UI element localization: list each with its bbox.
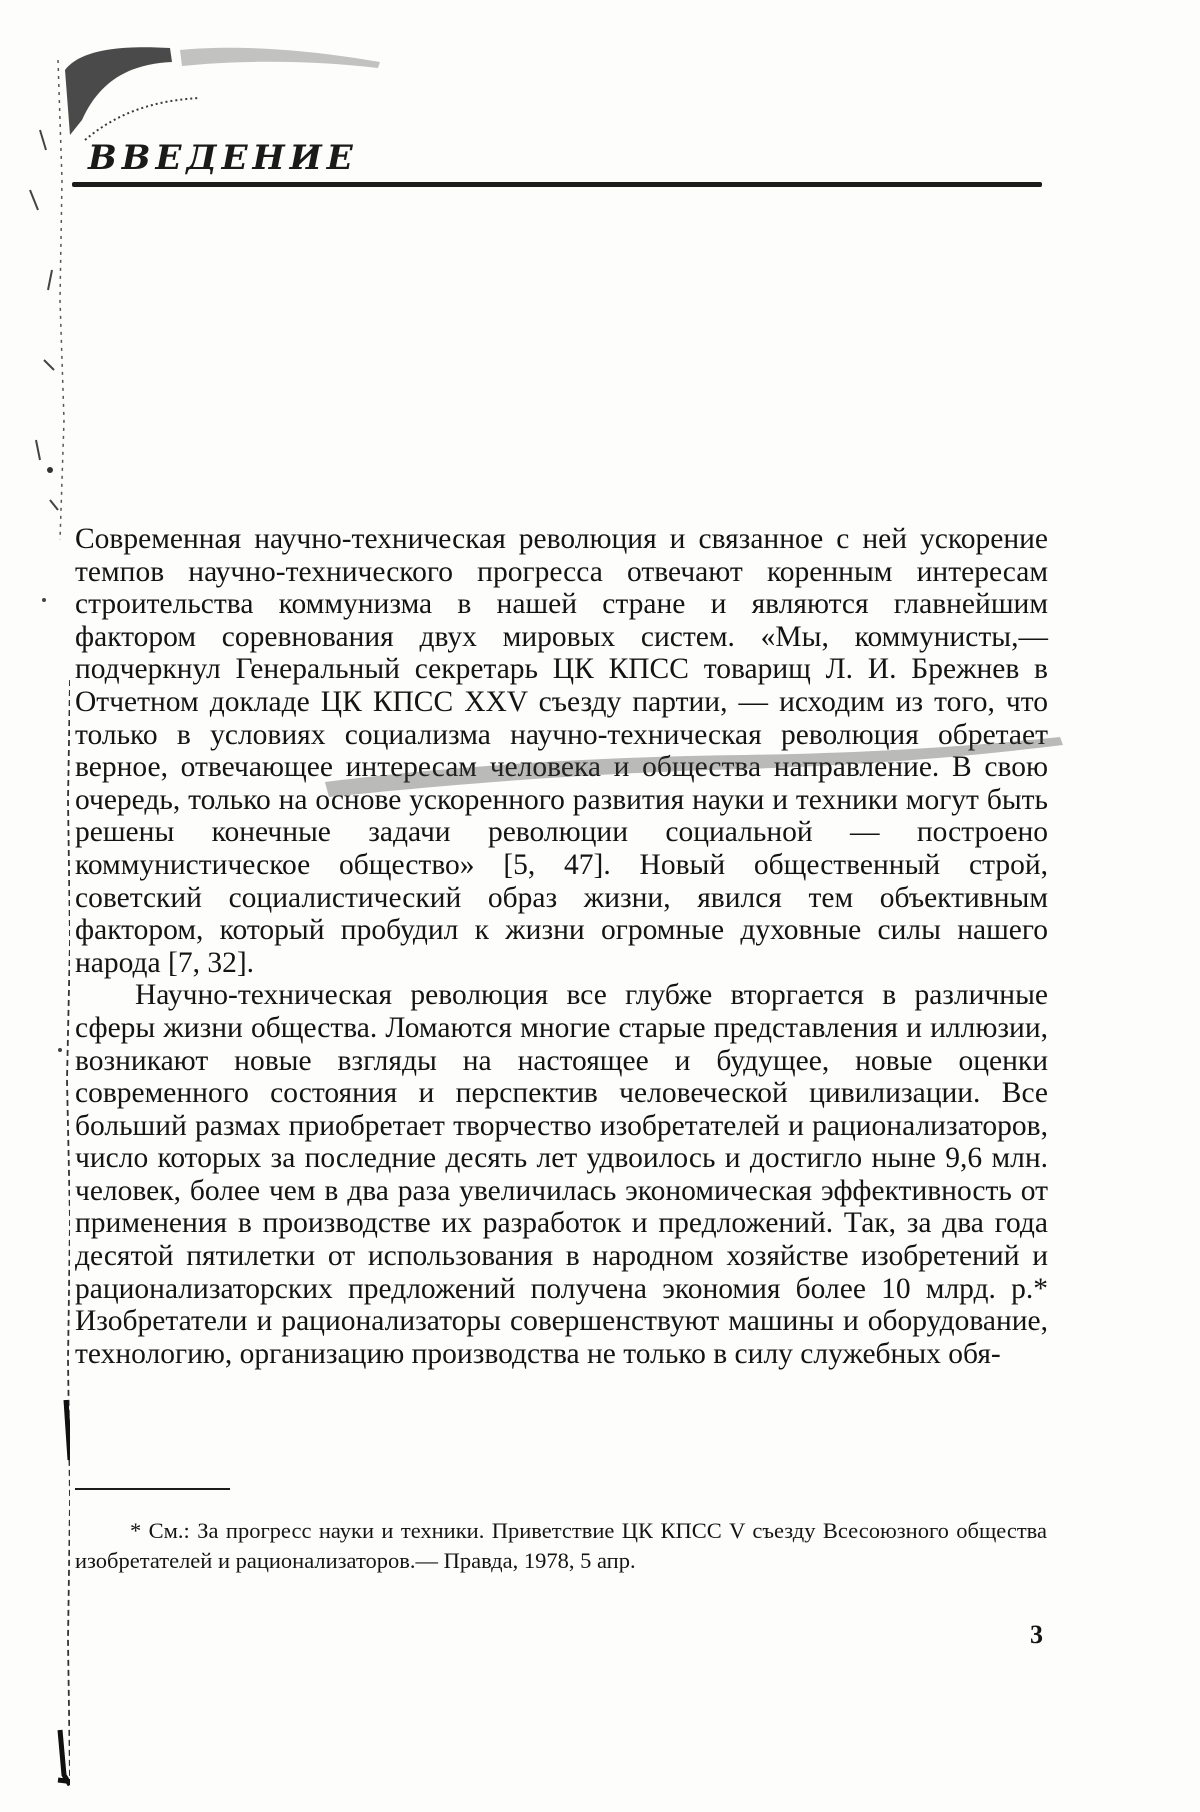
footnote-rule [75,1488,230,1490]
footnote: * См.: За прогресс науки и техники. Приветствие ЦК КПСС V съезду Всесоюзного общества изобретателей и рационализаторов.— Правда, 1978, 5 апр. [75,1518,1047,1573]
body-text [75,523,1048,1370]
heading-rule [72,182,1042,187]
chapter-heading: ВВЕДЕНИЕ [88,138,358,178]
page-number: 3 [1030,1620,1043,1649]
ink-smear [325,727,1065,812]
scan-margin-noise [0,40,70,1800]
paragraph-2: Научно-техническая революция все глубже вторгается в различные сферы жизни общества. Ломаются многие старые представления и иллюзии, возникают новые взгляды на настоящее и будущее, новые оценки современного состояния и перспектив человеческой цивилизации. Все больший размах приобретает творчество изобретателей и рационализаторов, число которых за последние десять лет удвоилось и достигло ныне 9,6 млн. человек, более чем в два раза увеличилась экономическая эффективность от применения в производстве их разработок и предложений. Так, за два года десятой пятилетки от использования в народном хозяйстве изобретений и рационализаторских предложений получена экономия более 10 млрд. р.* Изобретатели и рационализаторы совершенствуют машины и оборудование, технологию, организацию производства не только в силу служебных обя- [75,979,1048,1370]
paragraph-1: Современная научно-техническая революция и связанное с ней ускорение темпов научно-технического прогресса отвечают коренным интересам строительства коммунизма в нашей стране и являются главнейшим фактором соревнования двух мировых систем. «Мы, коммунисты,— подчеркнул Генеральный секретарь ЦК КПСС товарищ Л. И. Брежнев в Отчетном докладе ЦК КПСС XXV съезду партии, — исходим из того, что только в условиях социализма научно-техническая революция обретает верное, отвечающее интересам человека и общества направление. В свою очередь, только на основе ускоренного развития науки и техники могут быть решены конечные задачи революции социальной — построено коммунистическое общество» [5, 47]. Новый общественный строй, советский социалистический образ жизни, явился тем объективным фактором, который пробудил к жизни огромные духовные силы нашего народа [7, 32]. [75,523,1048,979]
